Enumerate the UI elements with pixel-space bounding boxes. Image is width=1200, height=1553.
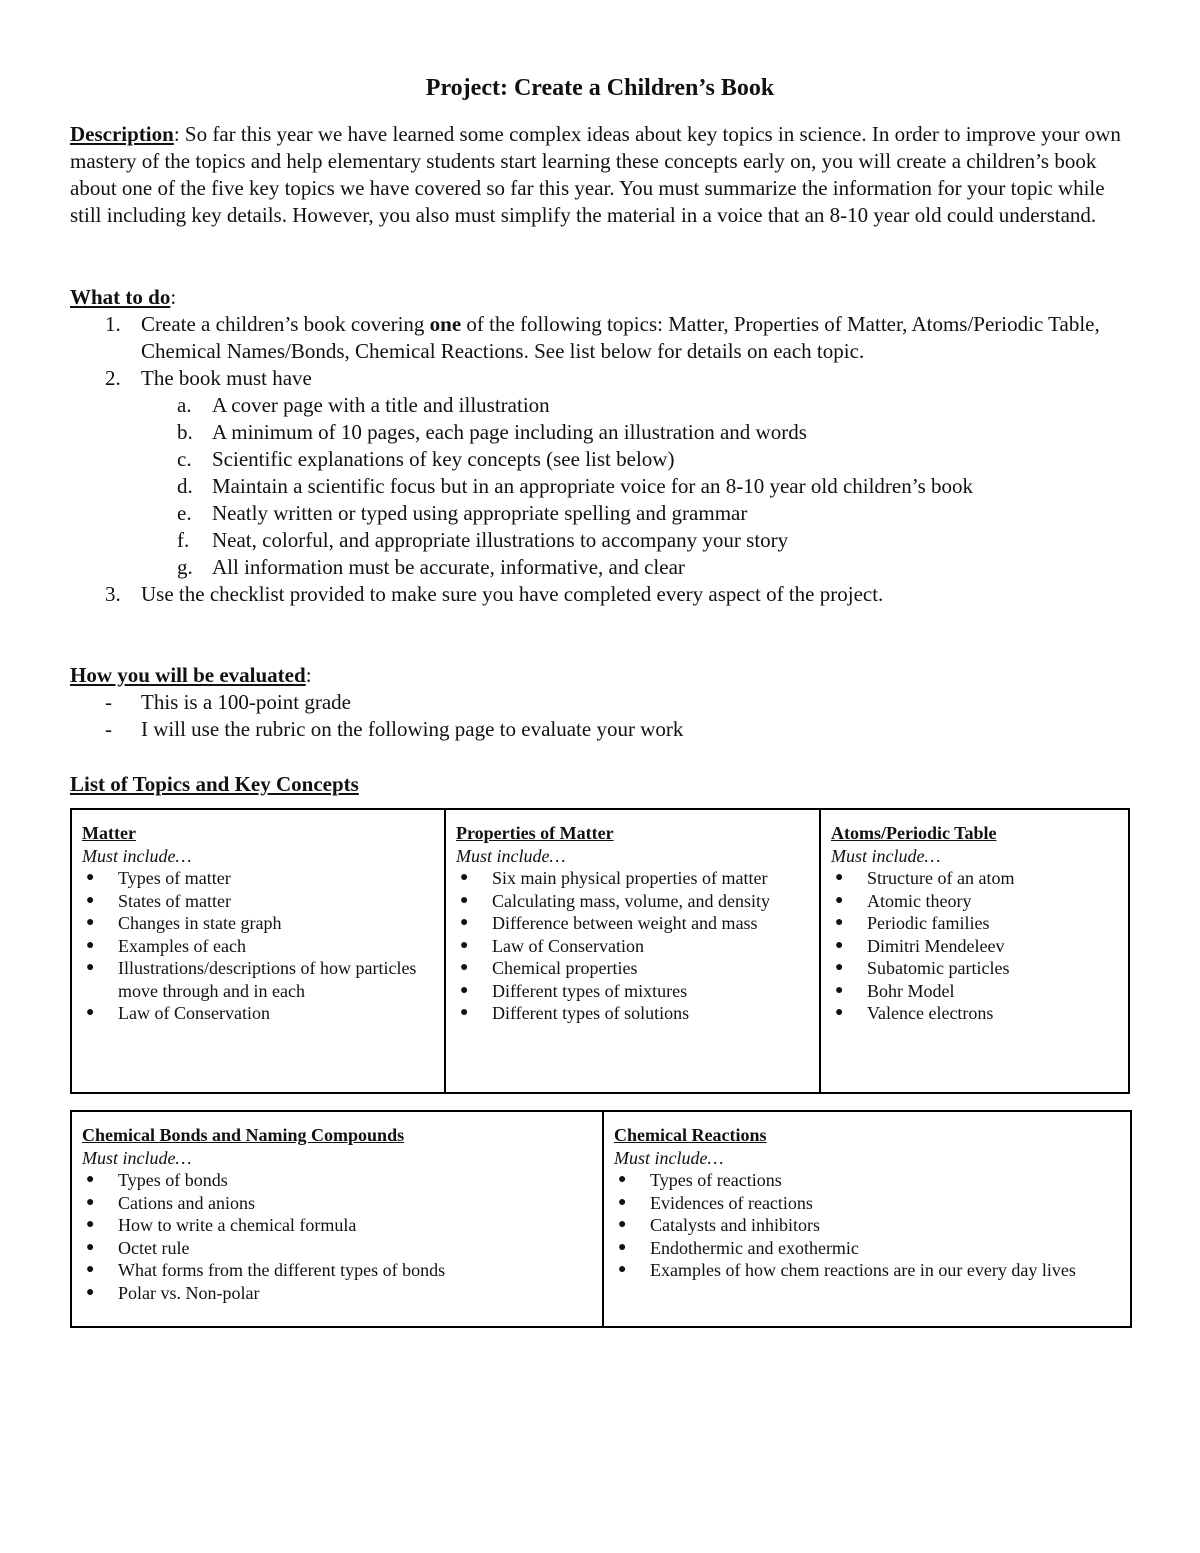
requirement-item — [70, 554, 1140, 581]
must-include-label: Must include… — [831, 845, 941, 866]
instruction-number: 1. — [105, 312, 121, 336]
must-include-label: Must include… — [82, 1147, 192, 1168]
dash-marker: - — [105, 690, 112, 714]
concept-item — [82, 912, 434, 935]
concept-item — [456, 935, 809, 958]
concept-text: Catalysts and inhibitors — [650, 1215, 820, 1235]
bullet-marker: ● — [835, 915, 844, 930]
concept-item — [82, 957, 434, 1002]
bullet-marker: ● — [618, 1217, 627, 1232]
requirement-letter: g. — [177, 555, 193, 579]
concept-list — [82, 1169, 592, 1304]
bullet-marker: ● — [86, 1194, 95, 1210]
topics-table-bottom — [70, 1110, 1132, 1328]
requirement-item — [70, 446, 1140, 473]
concept-item — [614, 1214, 1120, 1237]
concept-text: How to write a chemical formula — [118, 1215, 357, 1235]
instruction-number: 2. — [105, 366, 121, 390]
concept-text: Examples of each — [118, 935, 246, 956]
bullet-marker: ● — [835, 870, 844, 885]
requirement-text: Scientific explanations of key concepts (see list below) — [212, 447, 675, 471]
concept-item — [456, 890, 809, 913]
bullet-marker: ● — [86, 1005, 95, 1020]
bullet-marker: ● — [618, 1194, 627, 1210]
concept-text: Types of bonds — [118, 1170, 228, 1190]
concept-text: Periodic families — [867, 913, 990, 933]
concept-list — [456, 867, 809, 1025]
concept-item — [456, 912, 809, 935]
topic-box-matter — [71, 809, 445, 1093]
concept-text: Law of Conservation — [492, 935, 644, 956]
evaluation-list — [70, 689, 1140, 743]
concept-text: Law of Conservation — [118, 1003, 270, 1023]
concept-item — [82, 935, 434, 958]
bullet-marker: ● — [618, 1262, 627, 1277]
bullet-marker: ● — [460, 960, 469, 975]
concept-item — [614, 1237, 1120, 1260]
concept-text: Different types of solutions — [492, 1003, 690, 1023]
what-to-do-colon: : — [170, 285, 177, 309]
requirement-letter: e. — [177, 501, 192, 525]
bullet-marker: ● — [460, 892, 469, 908]
bullet-marker: ● — [460, 915, 469, 930]
concept-item — [82, 1169, 592, 1192]
concept-list — [82, 867, 434, 1025]
requirement-letter: f. — [177, 528, 190, 552]
evaluation-text: This is a 100-point grade — [141, 690, 351, 714]
instruction-text: Use the checklist provided to make sure you have completed every aspect of the project. — [141, 582, 884, 606]
concept-text: Different types of mixtures — [492, 980, 688, 1001]
bullet-marker: ● — [835, 1005, 844, 1020]
must-include-label: Must include… — [82, 845, 192, 866]
concept-item — [456, 867, 809, 890]
requirement-text: All information must be accurate, informative, and clear — [212, 555, 685, 579]
concept-item — [831, 912, 1118, 935]
concept-item — [82, 1002, 434, 1025]
evaluation-section — [70, 662, 1140, 743]
requirement-letter: d. — [177, 474, 193, 498]
concept-text: Chemical properties — [492, 958, 638, 978]
concept-item — [82, 1282, 592, 1305]
requirement-text: Neatly written or typed using appropriate spelling and grammar — [212, 501, 748, 525]
topic-box-atoms — [820, 809, 1129, 1093]
bullet-marker: ● — [835, 937, 844, 953]
topic-box-properties — [445, 809, 820, 1093]
concept-text: Six main physical properties of matter — [492, 868, 768, 888]
concept-text: Polar vs. Non-polar — [118, 1282, 260, 1303]
instruction-text: The book must have — [141, 366, 312, 390]
topic-title: Properties of Matter — [456, 823, 614, 843]
must-include-label: Must include… — [456, 845, 566, 866]
topic-box-reactions — [603, 1111, 1131, 1327]
bullet-marker: ● — [86, 937, 95, 953]
topic-title: Atoms/Periodic Table — [831, 823, 997, 843]
instruction-item — [70, 365, 1140, 581]
bullet-marker: ● — [460, 937, 469, 953]
page-title: Project: Create a Children’s Book — [425, 75, 775, 101]
concept-text: Dimitri Mendeleev — [867, 935, 1005, 956]
description-section — [70, 121, 1140, 229]
requirement-text: A cover page with a title and illustration — [212, 393, 550, 417]
topics-heading: List of Topics and Key Concepts — [70, 772, 359, 796]
concept-text: Examples of how chem reactions are in our every day lives — [650, 1260, 1076, 1280]
must-include-label: Must include… — [614, 1147, 724, 1168]
concept-item — [831, 935, 1118, 958]
concept-item — [831, 867, 1118, 890]
concept-item — [831, 957, 1118, 980]
bullet-marker: ● — [460, 870, 469, 885]
concept-text: Octet rule — [118, 1237, 190, 1258]
concept-item — [82, 1259, 592, 1282]
bullet-marker: ● — [86, 1239, 95, 1255]
topic-title: Matter — [82, 823, 136, 843]
instruction-item — [70, 311, 1140, 365]
concept-text: Calculating mass, volume, and density — [492, 890, 770, 911]
concept-list — [614, 1169, 1120, 1282]
instruction-emphasis: one — [429, 312, 462, 336]
requirement-letter: c. — [177, 447, 192, 471]
bullet-marker: ● — [460, 982, 469, 998]
evaluation-colon: : — [305, 663, 312, 687]
concept-text: Structure of an atom — [867, 868, 1015, 888]
topic-box-bonds — [71, 1111, 603, 1327]
bullet-marker: ● — [86, 1284, 95, 1300]
concept-text: Types of reactions — [650, 1170, 782, 1190]
concept-text: Atomic theory — [867, 890, 972, 911]
evaluation-item — [70, 689, 1140, 716]
bullet-marker: ● — [86, 960, 95, 975]
evaluation-heading: How you will be evaluated — [70, 663, 306, 687]
concept-text: Bohr Model — [867, 980, 955, 1001]
concept-item — [831, 980, 1118, 1003]
concept-item — [456, 1002, 809, 1025]
bullet-marker: ● — [86, 870, 95, 885]
requirement-text: A minimum of 10 pages, each page including an illustration and words — [212, 420, 807, 444]
bullet-marker: ● — [835, 892, 844, 908]
requirement-item — [70, 473, 1140, 500]
requirement-item — [70, 392, 1140, 419]
concept-item — [82, 1192, 592, 1215]
concept-text: Changes in state graph — [118, 913, 282, 933]
requirement-text: Neat, colorful, and appropriate illustrations to accompany your story — [212, 528, 789, 552]
bullet-marker: ● — [835, 982, 844, 998]
topic-title: Chemical Bonds and Naming Compounds — [82, 1125, 405, 1145]
requirement-item — [70, 527, 1140, 554]
concept-item — [82, 1214, 592, 1237]
instruction-text: of the following topics: Matter, Properties of Matter, Atoms/Periodic Table, Chemical Names/Bonds, Chemical Reactions. See list below for details on each topic. — [141, 312, 1100, 363]
instruction-number: 3. — [105, 582, 121, 606]
concept-text: Subatomic particles — [867, 958, 1010, 978]
bullet-marker: ● — [86, 892, 95, 908]
concept-item — [614, 1192, 1120, 1215]
requirement-list — [70, 392, 1140, 581]
instruction-list — [70, 311, 1140, 608]
topic-title: Chemical Reactions — [614, 1125, 767, 1145]
concept-item — [456, 957, 809, 980]
concept-item — [82, 1237, 592, 1260]
concept-item — [82, 867, 434, 890]
bullet-marker: ● — [86, 1262, 95, 1277]
concept-item — [456, 980, 809, 1003]
description-heading: Description — [70, 122, 174, 146]
requirement-item — [70, 500, 1140, 527]
concept-item — [82, 890, 434, 913]
topics-table-top — [70, 808, 1130, 1094]
bullet-marker: ● — [460, 1005, 469, 1020]
bullet-marker: ● — [618, 1239, 627, 1255]
instruction-text: Create a children’s book covering — [141, 312, 430, 336]
evaluation-item — [70, 716, 1140, 743]
concept-text: Evidences of reactions — [650, 1192, 813, 1213]
requirement-letter: a. — [177, 393, 192, 417]
description-text: : So far this year we have learned some complex ideas about key topics in science. In order to improve your own mastery of the topics and help elementary students start learning these concepts early on, you will create a children’s book about one of the five key topics we have covered so far this year. You must summarize the information for your topic while still including key details. However, you also must simplify the material in a voice that an 8-10 year old could understand. — [70, 122, 1121, 227]
what-to-do-section — [70, 284, 1140, 608]
concept-item — [614, 1169, 1120, 1192]
bullet-marker: ● — [618, 1172, 627, 1187]
what-to-do-heading: What to do — [70, 285, 171, 309]
concept-item — [831, 1002, 1118, 1025]
concept-text: Endothermic and exothermic — [650, 1237, 859, 1258]
bullet-marker: ● — [86, 1217, 95, 1232]
concept-text: Cations and anions — [118, 1192, 255, 1213]
evaluation-text: I will use the rubric on the following page to evaluate your work — [141, 717, 684, 741]
concept-text: Types of matter — [118, 868, 231, 888]
concept-item — [614, 1259, 1120, 1282]
concept-item — [831, 890, 1118, 913]
dash-marker: - — [105, 717, 112, 741]
concept-text: States of matter — [118, 890, 231, 911]
requirement-letter: b. — [177, 420, 193, 444]
bullet-marker: ● — [86, 915, 95, 930]
concept-text: Valence electrons — [867, 1003, 994, 1023]
concept-text: What forms from the different types of bonds — [118, 1260, 446, 1280]
bullet-marker: ● — [835, 960, 844, 975]
concept-text: Illustrations/descriptions of how particles move through and in each — [118, 958, 417, 1001]
concept-list — [831, 867, 1118, 1025]
concept-text: Difference between weight and mass — [492, 913, 758, 933]
requirement-text: Maintain a scientific focus but in an appropriate voice for an 8-10 year old children’s book — [212, 474, 974, 498]
bullet-marker: ● — [86, 1172, 95, 1187]
instruction-item — [70, 581, 1140, 608]
requirement-item — [70, 419, 1140, 446]
